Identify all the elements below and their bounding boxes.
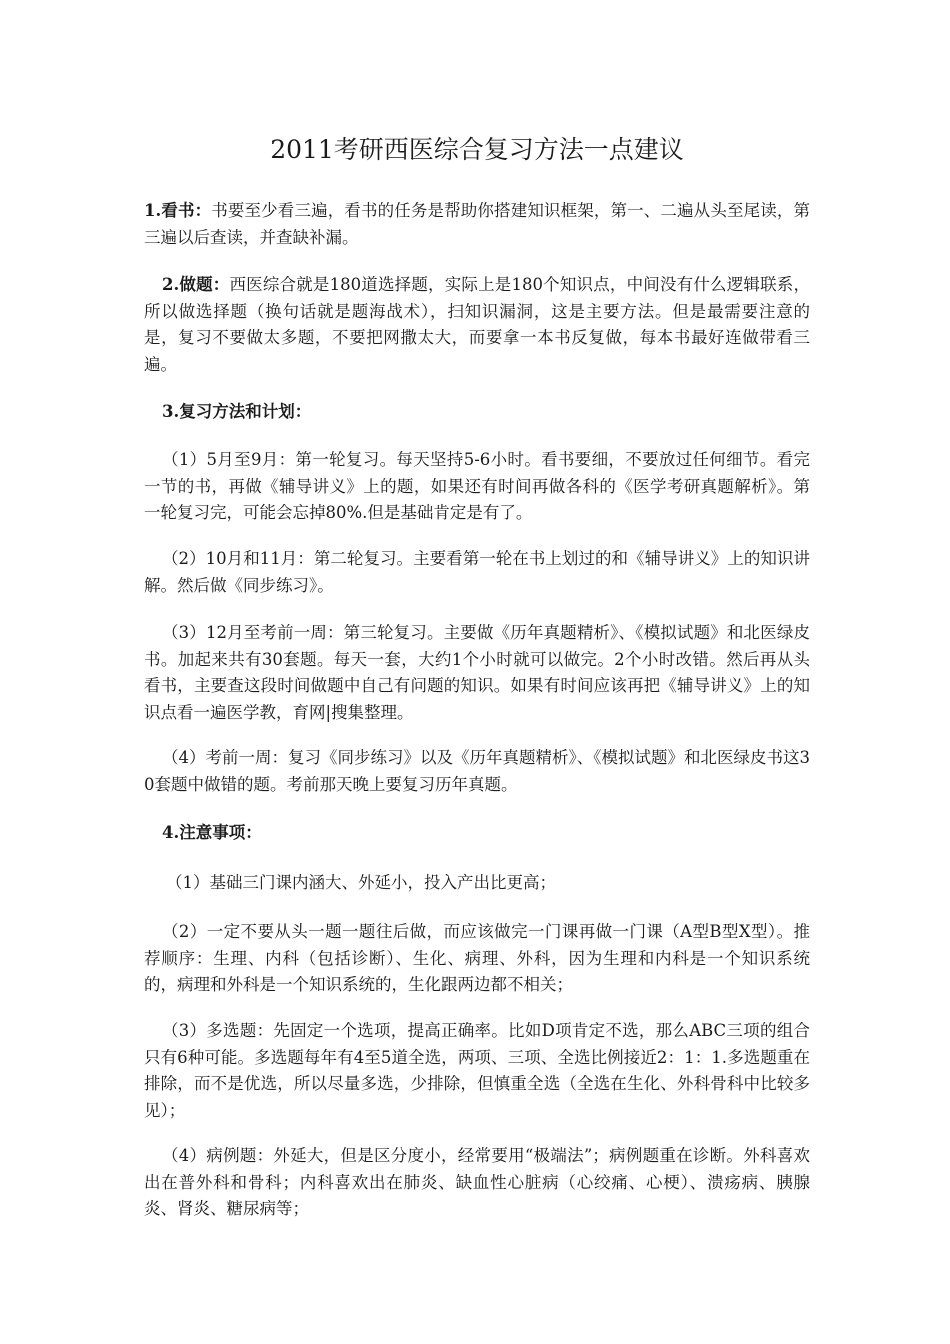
paragraph-lead: 4.注意事项： <box>162 823 262 842</box>
paragraph-note-4 <box>144 1143 810 1223</box>
paragraph-text: （1）5月至9月：第一轮复习。每天坚持5-6小时。看书要细，不要放过任何细节。看完一节的书，再做《辅导讲义》上的题，如果还有时间再做各科的《医学考研真题解析》。第一轮复习完，可能会忘掉80%.但是基础肯定是有了。 <box>144 450 810 522</box>
paragraph-practice <box>144 272 810 378</box>
paragraph-plan-2 <box>144 546 810 599</box>
paragraph-plan-1 <box>144 447 810 527</box>
paragraph-text: （4）病例题：外延大，但是区分度小，经常要用“极端法”；病例题重在诊断。外科喜欢出在普外科和骨科；内科喜欢出在肺炎、缺血性心脏病（心绞痛、心梗）、溃疡病、胰腺炎、肾炎、糖尿病等； <box>144 1146 810 1218</box>
paragraph-text: 西医综合就是180道选择题，实际上是180个知识点，中间没有什么逻辑联系，所以做选择题（换句话就是题海战术），扫知识漏洞，这是主要方法。但是最需要注意的是，复习不要做太多题，不要把网撒太大，而要拿一本书反复做，每本书最好连做带看三遍。 <box>144 275 810 374</box>
paragraph-text: （2）10月和11月：第二轮复习。主要看第一轮在书上划过的和《辅导讲义》上的知识讲解。然后做《同步练习》。 <box>144 549 810 595</box>
paragraph-note-2 <box>144 919 810 999</box>
document-title: 2011考研西医综合复习方法一点建议 <box>270 135 684 164</box>
paragraph-text: （1）基础三门课内涵大、外延小，投入产出比更高； <box>166 873 556 892</box>
paragraph-note-1 <box>144 870 810 897</box>
section-heading-notes <box>144 820 810 847</box>
paragraph-reading <box>144 198 810 251</box>
paragraph-note-3 <box>144 1018 810 1124</box>
paragraph-text: （4）考前一周：复习《同步练习》以及《历年真题精析》、《模拟试题》和北医绿皮书这30套题中做错的题。考前那天晚上要复习历年真题。 <box>144 748 810 794</box>
paragraph-text: 书要至少看三遍，看书的任务是帮助你搭建知识框架，第一、二遍从头至尾读，第三遍以后查读，并查缺补漏。 <box>144 201 810 247</box>
paragraph-lead: 1.看书： <box>144 201 212 220</box>
section-heading-plan <box>144 399 810 426</box>
paragraph-text: （2）一定不要从头一题一题往后做，而应该做完一门课再做一门课（A型B型X型）。推荐顺序：生理、内科（包括诊断）、生化、病理、外科，因为生理和内科是一个知识系统的，病理和外科是一个知识系统的，生化跟两边都不相关； <box>144 922 810 994</box>
paragraph-plan-4 <box>144 745 810 798</box>
paragraph-lead: 2.做题： <box>162 275 230 294</box>
paragraph-text: （3）12月至考前一周：第三轮复习。主要做《历年真题精析》、《模拟试题》和北医绿皮书。加起来共有30套题。每天一套，大约1个小时就可以做完。2个小时改错。然后再从头看书，主要查这段时间做题中自己有问题的知识。如果有时间应该再把《辅导讲义》上的知识点看一遍医学教，育网|搜集整理。 <box>144 623 810 722</box>
paragraph-lead: 3.复习方法和计划： <box>162 402 312 421</box>
paragraph-plan-3 <box>144 620 810 726</box>
paragraph-text: （3）多选题：先固定一个选项，提高正确率。比如D项肯定不选，那么ABC三项的组合只有6种可能。多选题每年有4至5道全选，两项、三项、全选比例接近2：1：1.多选题重在排除，而不是优选，所以尽量多选，少排除，但慎重全选（全选在生化、外科骨科中比较多见）； <box>144 1021 810 1120</box>
